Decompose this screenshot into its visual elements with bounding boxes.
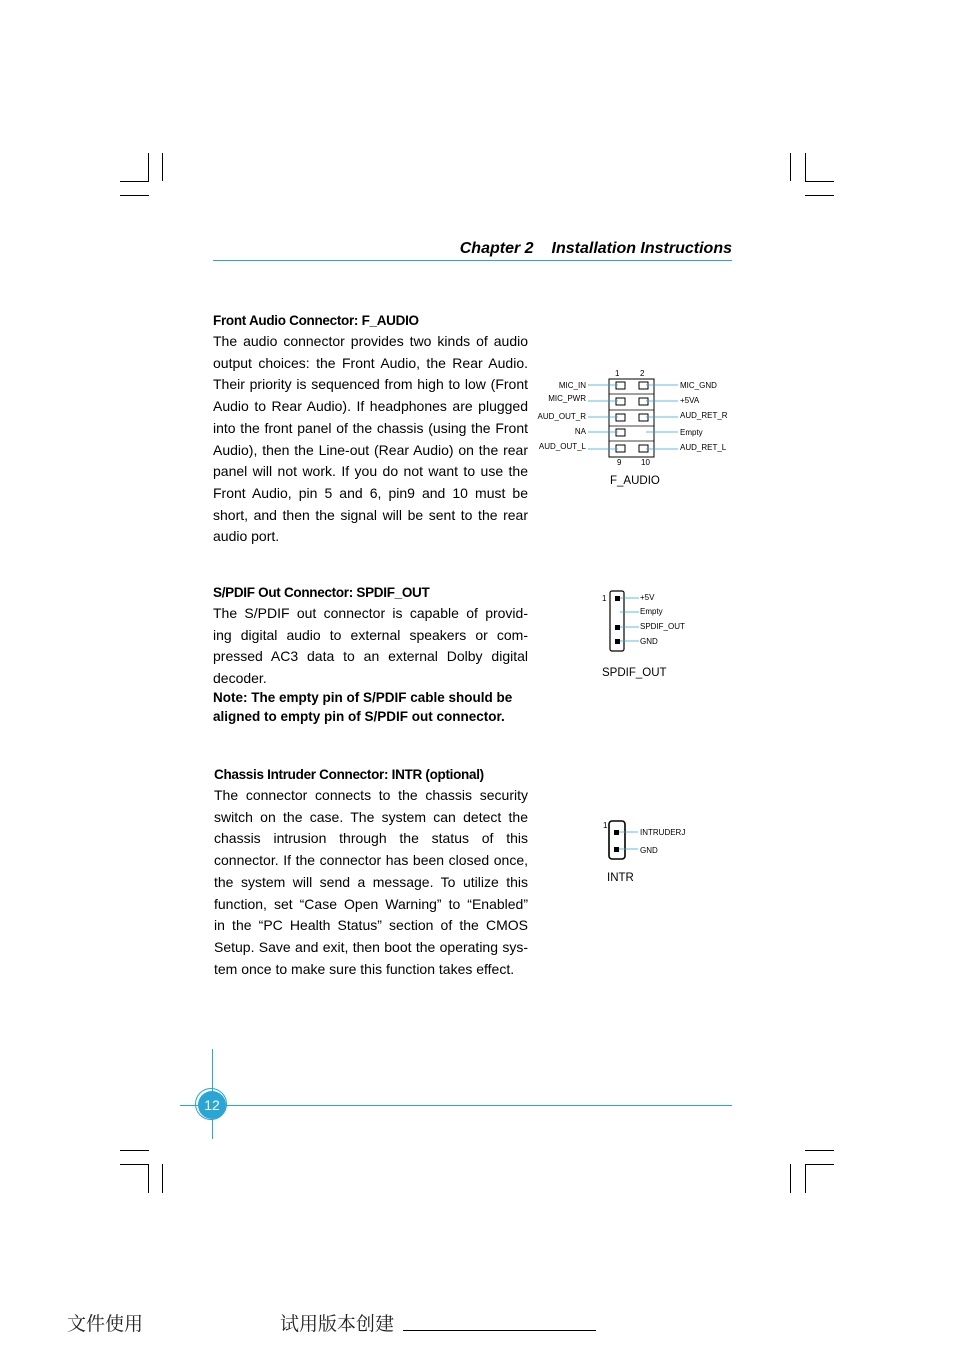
spdif-note-line: Note: The empty pin of S/PDIF cable should be: [213, 690, 513, 705]
spdif-label: Empty: [640, 607, 663, 616]
faudio-paragraph: [213, 331, 528, 548]
intr-line: The connector connects to the chassis security: [214, 787, 528, 803]
intr-pin-one-label: 1: [603, 821, 608, 830]
faudio-left-label: MIC_IN: [558, 381, 586, 390]
faudio-line: output choices: the Front Audio, the Rear Audio.: [213, 354, 528, 371]
intr-line: connector. If the connector has been closed once,: [214, 852, 528, 869]
spdif-note: [213, 689, 512, 726]
faudio-line: Audio to Rear Audio). If headphones are plugged: [213, 398, 528, 415]
page-number: 12: [198, 1091, 226, 1119]
faudio-right-label: +5VA: [680, 396, 700, 405]
spdif-connector-diagram: [595, 588, 705, 658]
header-chapter: Chapter 2: [459, 240, 534, 257]
faudio-line: Front Audio, pin 5 and 6, pin9 and 10 must be: [213, 484, 528, 501]
faudio-pin-label: 2: [640, 369, 645, 378]
spdif-line: decoder.: [213, 670, 267, 687]
intr-connector-diagram: [598, 816, 708, 866]
page-header: [213, 238, 732, 260]
spdif-label: SPDIF_OUT: [640, 622, 685, 631]
faudio-right-label: MIC_GND: [680, 381, 717, 390]
faudio-right-label: AUD_RET_R: [680, 411, 728, 420]
spdif-line: ing digital audio to external speakers or com-: [213, 626, 528, 643]
faudio-line: short, and then the signal will be sent to the rear: [213, 506, 528, 523]
spdif-line: pressed AC3 data to an external Dolby digital: [213, 648, 528, 665]
faudio-pin-label: 9: [617, 458, 622, 467]
header-text: [460, 240, 732, 258]
faudio-pin-label: 10: [641, 458, 650, 467]
intr-line: chassis intrusion through the status of this: [214, 830, 528, 847]
intr-line: tem once to make sure this function takes effect.: [214, 960, 515, 977]
faudio-right-label: AUD_RET_L: [680, 443, 727, 452]
header-title: Installation Instructions: [551, 240, 732, 257]
watermark-right: 试用版本创建: [280, 1313, 395, 1335]
faudio-line: Audio), then the Line-out (Rear Audio) on the rear: [213, 441, 528, 458]
spdif-label: GND: [640, 637, 658, 646]
spdif-pin-one-label: 1: [602, 594, 607, 603]
intr-paragraph: [214, 785, 528, 980]
faudio-line: The audio connector provides two kinds of audio: [213, 333, 528, 349]
intr-header-outline: [609, 821, 625, 859]
faudio-line: audio port.: [213, 528, 280, 545]
footer-rule: [180, 1105, 732, 1106]
intr-label: GND: [640, 846, 658, 855]
faudio-connector-diagram: [530, 365, 740, 470]
watermark-left: 文件使用: [67, 1313, 144, 1335]
faudio-line: into the front panel of the chassis (using the Front: [213, 419, 528, 436]
faudio-left-label: AUD_OUT_L: [538, 442, 586, 451]
faudio-line: Their priority is sequenced from high to low (Front: [213, 376, 528, 393]
spdif-line: The S/PDIF out connector is capable of provid-: [213, 605, 528, 621]
faudio-left-label: MIC_PWR: [548, 394, 586, 403]
intr-line: in the “PC Health Status” section of the CMOS: [214, 917, 528, 934]
faudio-left-label: AUD_OUT_R: [537, 412, 586, 421]
spdif-label: +5V: [640, 593, 655, 602]
faudio-line: panel will not work. If you do not want to use the: [213, 463, 528, 480]
faudio-title: Front Audio Connector: F_AUDIO: [213, 313, 419, 328]
faudio-pin-label: 1: [615, 369, 620, 378]
intr-line: switch on the case. The system can detect the: [214, 808, 528, 825]
spdif-caption: SPDIF_OUT: [602, 667, 667, 679]
spdif-note-line: aligned to empty pin of S/PDIF out connector.: [213, 708, 505, 724]
intr-line: function, set “Case Open Warning” to “Enabled”: [214, 895, 528, 912]
intr-title: Chassis Intruder Connector: INTR (optional): [214, 767, 484, 782]
intr-line: Setup. Save and exit, then boot the operating sys-: [214, 938, 528, 955]
intr-label: INTRUDERJ: [640, 828, 686, 837]
faudio-right-label: Empty: [680, 428, 703, 437]
intr-caption: INTR: [607, 872, 634, 884]
spdif-title: S/PDIF Out Connector: SPDIF_OUT: [213, 585, 430, 600]
faudio-left-label: NA: [574, 427, 586, 436]
intr-line: the system will send a message. To utilize this: [214, 873, 528, 890]
watermark-underline: [403, 1330, 596, 1331]
header-rule: [213, 260, 732, 261]
spdif-paragraph: [213, 603, 528, 690]
faudio-caption: F_AUDIO: [610, 475, 660, 487]
